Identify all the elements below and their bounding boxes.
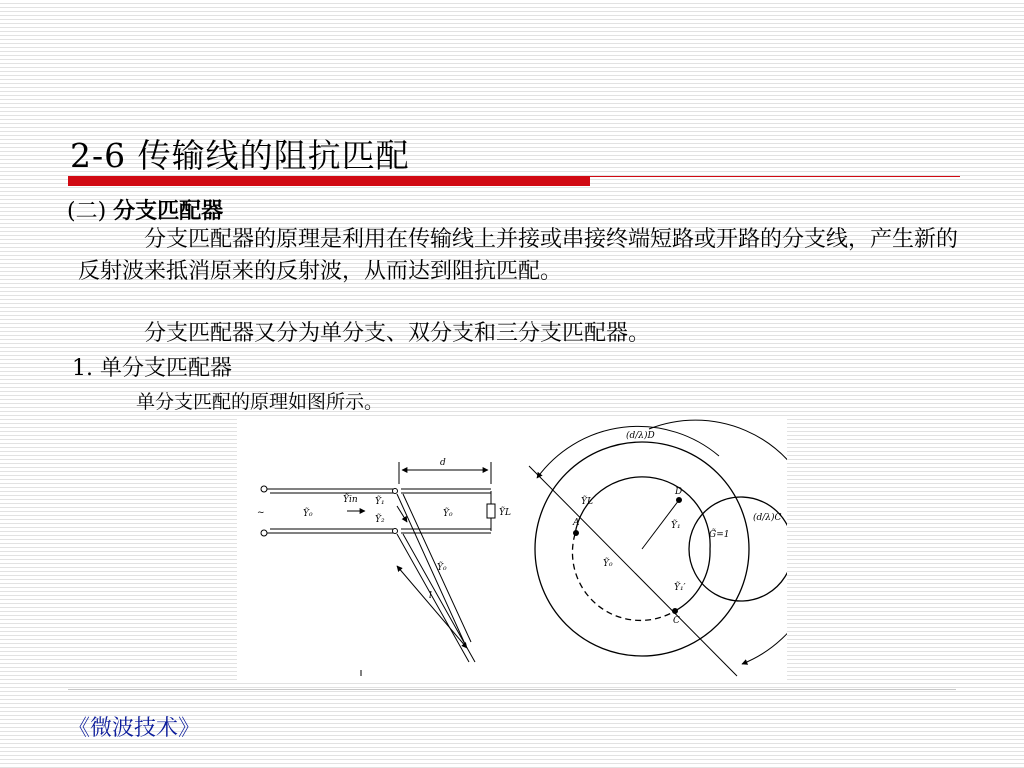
label-point-a: A	[573, 518, 580, 528]
title-underline	[68, 176, 960, 186]
label-y0-smith: Ỹ₀	[603, 559, 613, 569]
label-yin: Ỹin	[343, 495, 358, 505]
label-y0-left: Ỹ₀	[303, 509, 313, 519]
swr-circle-dashed	[572, 534, 675, 620]
paragraph-types: 分支匹配器又分为单分支、双分支和三分支匹配器。	[144, 321, 651, 346]
label-y2: Ỹ₂	[375, 515, 385, 525]
label-l: l	[429, 591, 432, 601]
footer-divider	[68, 689, 956, 690]
single-stub-figure	[237, 418, 787, 680]
transmission-line-schematic	[261, 462, 495, 676]
single-stub-diagram	[237, 418, 787, 680]
stub-line-4	[403, 534, 475, 662]
paragraph-principle	[78, 224, 978, 288]
label-point-c: C	[673, 616, 680, 626]
smith-labels	[572, 430, 782, 626]
title-underline-bar	[68, 176, 590, 186]
subsection-heading: 1. 单分支匹配器	[72, 356, 232, 381]
title-underline-thin	[590, 176, 960, 177]
input-terminal-top	[261, 486, 267, 492]
section-heading-text: 分支匹配器	[113, 198, 224, 224]
load-admittance	[487, 504, 495, 518]
label-point-d: D	[675, 487, 683, 497]
point-a	[574, 531, 579, 536]
label-yl-left: ỸL	[499, 508, 511, 518]
point-c	[673, 609, 678, 614]
point-d	[677, 498, 682, 503]
label-y1-prime: Ỹ₁′	[674, 583, 686, 593]
arc-d-lambda-c	[649, 420, 787, 664]
paragraph-principle-text: 分支匹配器的原理是利用在传输线上并接或串接终端短路或开路的分支线，产生新的反射波来抵消原来的反射波，从而达到阻抗匹配。	[78, 227, 959, 284]
label-d: d	[440, 458, 446, 468]
section-heading	[67, 194, 223, 225]
label-d-lambda-c: (d/λ)C	[753, 513, 782, 523]
stub-line-1	[397, 494, 465, 644]
label-y1: Ỹ₁	[375, 497, 385, 507]
diameter-line	[529, 466, 737, 676]
label-yl-smith: ỸL	[581, 497, 593, 507]
label-y1-smith: Ỹ₁	[671, 521, 681, 531]
label-y0-stub: Ỹ₀	[437, 563, 447, 573]
slide-title: 2-6 传输线的阻抗匹配	[70, 136, 410, 175]
label-tilde: ~	[257, 508, 265, 518]
y2-arrow	[397, 506, 407, 522]
subsection-text: 单分支匹配的原理如图所示。	[136, 391, 384, 413]
smith-chart	[529, 420, 787, 676]
input-terminal-bottom	[261, 530, 267, 536]
footer-course-title: 《微波技术》	[68, 716, 201, 741]
label-g1: G̃=1	[709, 530, 730, 540]
stub-line-3	[397, 534, 469, 662]
label-y0-right: Ỹ₀	[443, 509, 453, 519]
l-dimension-arrow	[397, 566, 467, 648]
label-d-lambda-d: (d/λ)D	[626, 431, 655, 441]
section-heading-prefix: (二)	[67, 199, 107, 224]
